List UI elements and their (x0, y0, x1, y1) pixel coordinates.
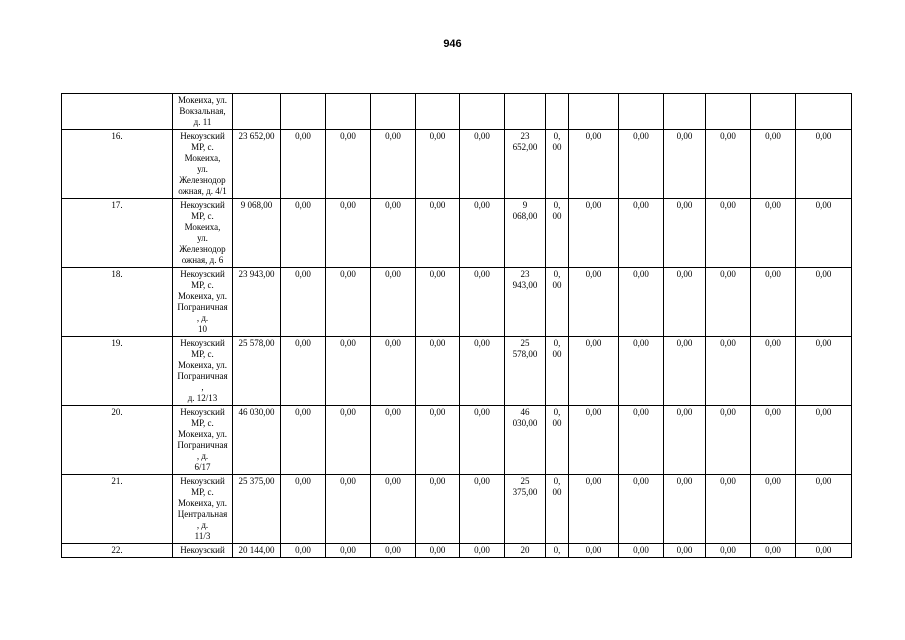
amount-cell: 0,00 (664, 406, 706, 475)
amount-cell: 0,00 (460, 544, 505, 558)
total-amount-cell: 23 943,00 (233, 268, 281, 337)
total-amount-cell: 9 068,00 (233, 199, 281, 268)
amount-cell: 0,00 (326, 130, 371, 199)
narrow-amount-cell: 0, 00 (546, 268, 569, 337)
amount-cell: 0,00 (569, 337, 619, 406)
split-amount-cell: 20 (505, 544, 546, 558)
narrow-amount-cell: 0, 00 (546, 337, 569, 406)
amount-cell: 0,00 (751, 544, 796, 558)
amount-cell: 0,00 (326, 337, 371, 406)
amount-cell (751, 94, 796, 130)
amount-cell: 0,00 (664, 337, 706, 406)
split-amount-cell: 25 578,00 (505, 337, 546, 406)
amount-cell: 0,00 (416, 337, 460, 406)
amount-cell: 0,00 (416, 130, 460, 199)
amount-cell: 0,00 (619, 475, 664, 544)
page-number: 946 (443, 38, 462, 50)
table-row (62, 544, 852, 558)
amount-cell: 0,00 (751, 199, 796, 268)
narrow-amount-cell: 0, (546, 544, 569, 558)
amount-cell: 0,00 (706, 544, 751, 558)
row-number-cell: 22. (62, 544, 173, 558)
amount-cell: 0,00 (281, 130, 326, 199)
amount-cell: 0,00 (706, 268, 751, 337)
narrow-amount-cell: 0, 00 (546, 406, 569, 475)
amount-cell: 0,00 (706, 130, 751, 199)
amount-cell: 0,00 (460, 406, 505, 475)
amount-cell: 0,00 (619, 406, 664, 475)
amount-cell: 0,00 (796, 268, 852, 337)
amount-cell (569, 94, 619, 130)
address-cell: Некоузский МР, с. Мокеиха, ул. Центральная , д. 11/3 (173, 475, 233, 544)
table-row (62, 337, 852, 406)
narrow-amount-cell (546, 94, 569, 130)
amount-cell: 0,00 (416, 406, 460, 475)
amount-cell: 0,00 (326, 544, 371, 558)
amount-cell: 0,00 (326, 406, 371, 475)
address-cell: Некоузский (173, 544, 233, 558)
amount-cell: 0,00 (569, 544, 619, 558)
amount-cell: 0,00 (460, 268, 505, 337)
total-amount-cell: 46 030,00 (233, 406, 281, 475)
amount-cell (326, 94, 371, 130)
amount-cell: 0,00 (371, 475, 416, 544)
amount-cell: 0,00 (281, 406, 326, 475)
amount-cell: 0,00 (281, 337, 326, 406)
amount-cell: 0,00 (664, 544, 706, 558)
table-row (62, 268, 852, 337)
amount-cell: 0,00 (460, 475, 505, 544)
amount-cell: 0,00 (326, 268, 371, 337)
table-row (62, 130, 852, 199)
total-amount-cell: 23 652,00 (233, 130, 281, 199)
split-amount-cell: 25 375,00 (505, 475, 546, 544)
amount-cell: 0,00 (706, 199, 751, 268)
amount-cell: 0,00 (796, 475, 852, 544)
split-amount-cell (505, 94, 546, 130)
narrow-amount-cell: 0, 00 (546, 475, 569, 544)
amount-cell: 0,00 (281, 475, 326, 544)
address-cell: Некоузский МР, с. Мокеиха, ул. Пограничная , д. 10 (173, 268, 233, 337)
split-amount-cell: 46 030,00 (505, 406, 546, 475)
amount-cell: 0,00 (569, 475, 619, 544)
row-number-cell (62, 94, 173, 130)
narrow-amount-cell: 0, 00 (546, 199, 569, 268)
amount-cell: 0,00 (326, 199, 371, 268)
amount-cell (460, 94, 505, 130)
amount-cell (371, 94, 416, 130)
amount-cell: 0,00 (371, 199, 416, 268)
amount-cell: 0,00 (281, 199, 326, 268)
amount-cell: 0,00 (751, 337, 796, 406)
amount-cell (281, 94, 326, 130)
amount-cell: 0,00 (569, 130, 619, 199)
amount-cell: 0,00 (416, 199, 460, 268)
narrow-amount-cell: 0, 00 (546, 130, 569, 199)
amount-cell: 0,00 (619, 199, 664, 268)
amount-cell: 0,00 (751, 406, 796, 475)
amount-cell: 0,00 (569, 406, 619, 475)
table-row (62, 94, 852, 130)
amount-cell: 0,00 (416, 268, 460, 337)
address-cell: Некоузский МР, с. Мокеиха, ул. Железнодор ожная, д. 6 (173, 199, 233, 268)
amount-cell (706, 94, 751, 130)
table-row (62, 406, 852, 475)
data-table (61, 93, 852, 558)
amount-cell: 0,00 (664, 475, 706, 544)
row-number-cell: 16. (62, 130, 173, 199)
amount-cell: 0,00 (460, 199, 505, 268)
address-cell: Мокеиха, ул. Вокзальная, д. 11 (173, 94, 233, 130)
address-cell: Некоузский МР, с. Мокеиха, ул. Железнодор ожная, д. 4/1 (173, 130, 233, 199)
amount-cell: 0,00 (796, 199, 852, 268)
amount-cell: 0,00 (371, 544, 416, 558)
amount-cell: 0,00 (796, 544, 852, 558)
row-number-cell: 19. (62, 337, 173, 406)
split-amount-cell: 9 068,00 (505, 199, 546, 268)
table-body (62, 94, 852, 558)
amount-cell: 0,00 (281, 544, 326, 558)
amount-cell: 0,00 (706, 337, 751, 406)
address-cell: Некоузский МР, с. Мокеиха, ул. Пограничная , д. 6/17 (173, 406, 233, 475)
amount-cell: 0,00 (416, 475, 460, 544)
amount-cell: 0,00 (371, 406, 416, 475)
amount-cell: 0,00 (569, 199, 619, 268)
row-number-cell: 21. (62, 475, 173, 544)
amount-cell: 0,00 (751, 130, 796, 199)
amount-cell (664, 94, 706, 130)
row-number-cell: 18. (62, 268, 173, 337)
amount-cell: 0,00 (460, 130, 505, 199)
amount-cell (416, 94, 460, 130)
amount-cell: 0,00 (326, 475, 371, 544)
amount-cell: 0,00 (619, 337, 664, 406)
amount-cell: 0,00 (751, 268, 796, 337)
amount-cell: 0,00 (460, 337, 505, 406)
total-amount-cell: 20 144,00 (233, 544, 281, 558)
amount-cell: 0,00 (281, 268, 326, 337)
amount-cell: 0,00 (416, 544, 460, 558)
amount-cell: 0,00 (371, 268, 416, 337)
amount-cell: 0,00 (664, 268, 706, 337)
total-amount-cell: 25 578,00 (233, 337, 281, 406)
amount-cell: 0,00 (569, 268, 619, 337)
split-amount-cell: 23 943,00 (505, 268, 546, 337)
table-row (62, 475, 852, 544)
amount-cell: 0,00 (706, 475, 751, 544)
amount-cell: 0,00 (796, 406, 852, 475)
amount-cell: 0,00 (619, 130, 664, 199)
amount-cell: 0,00 (664, 199, 706, 268)
amount-cell: 0,00 (796, 337, 852, 406)
amount-cell (619, 94, 664, 130)
amount-cell: 0,00 (619, 268, 664, 337)
total-amount-cell (233, 94, 281, 130)
amount-cell: 0,00 (619, 544, 664, 558)
amount-cell: 0,00 (371, 130, 416, 199)
row-number-cell: 17. (62, 199, 173, 268)
amount-cell: 0,00 (796, 130, 852, 199)
amount-cell (796, 94, 852, 130)
row-number-cell: 20. (62, 406, 173, 475)
amount-cell: 0,00 (706, 406, 751, 475)
split-amount-cell: 23 652,00 (505, 130, 546, 199)
table-row (62, 199, 852, 268)
total-amount-cell: 25 375,00 (233, 475, 281, 544)
amount-cell: 0,00 (664, 130, 706, 199)
amount-cell: 0,00 (751, 475, 796, 544)
amount-cell: 0,00 (371, 337, 416, 406)
address-cell: Некоузский МР, с. Мокеиха, ул. Пограничная , д. 12/13 (173, 337, 233, 406)
